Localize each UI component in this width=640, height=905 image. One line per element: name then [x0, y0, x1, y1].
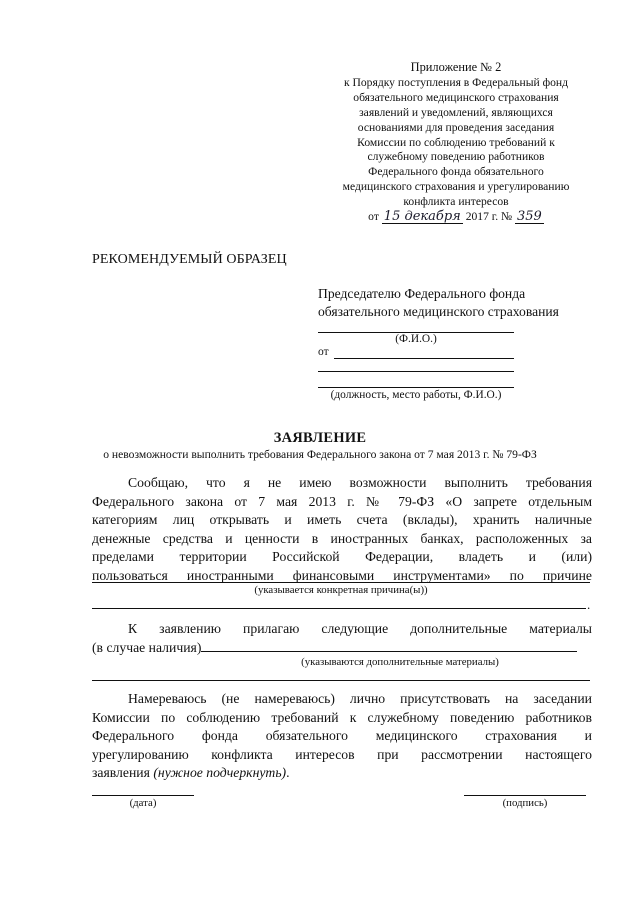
appendix-header: [328, 60, 584, 225]
fio-line: [318, 320, 514, 333]
reason-fill-line[interactable]: [92, 582, 590, 583]
appendix-title: Приложение № 2: [410, 60, 502, 74]
paragraph-line: Федерального фонда обязательного медицинского страхования и: [92, 728, 592, 744]
appendix-date-line: [328, 210, 584, 225]
paragraph-line: пользоваться иностранными финансовыми инструментами» по причине: [92, 567, 592, 583]
paragraph-statement: [92, 474, 592, 586]
appendix-line: основаниями для проведения заседания: [357, 120, 555, 134]
signature-fill-line[interactable]: [464, 795, 586, 796]
paragraph-line: Сообщаю, что я не имею возможности выполнить требования: [128, 475, 592, 490]
reason-end-dot: .: [587, 597, 591, 612]
position-caption: (должность, место работы, Ф.И.О.): [330, 389, 502, 401]
date-year: 2017 г. №: [465, 210, 513, 224]
paragraph-line: Комиссии по соблюдению требований к служебному поведению работников: [92, 709, 592, 725]
from-fill-line: [334, 358, 514, 359]
blank-line: [318, 371, 514, 372]
paragraph-line: категориям лиц открывать и иметь счета (вклады), хранить наличные: [92, 512, 592, 528]
addressee-line: Председателю Федерального фонда: [318, 286, 526, 301]
materials-fill-line[interactable]: [201, 639, 577, 652]
materials-fill-line[interactable]: [92, 680, 590, 681]
paragraph-line-with-fill: [92, 639, 592, 658]
fio-field[interactable]: [318, 320, 514, 345]
paragraph-line: К заявлению прилагаю следующие дополнительные материалы: [128, 621, 592, 636]
date-fill-line[interactable]: [92, 795, 194, 796]
appendix-line: служебному поведению работников: [367, 150, 545, 164]
fio-caption: (Ф.И.О.): [395, 333, 437, 345]
paragraph-line: Федерального закона от 7 мая 2013 г. № 79-ФЗ «О запрете отдельным: [92, 493, 592, 509]
paragraph-line: денежные средства и ценности в иностранных банках, расположенных за: [92, 530, 592, 546]
reason-caption: (указывается конкретная причина(ы)): [254, 584, 428, 596]
paragraph-end: .: [286, 765, 290, 781]
paragraph-line: пределами территории Российской Федерации, владеть и (или): [92, 549, 592, 565]
addressee-line: обязательного медицинского страхования: [318, 304, 559, 319]
paragraph-line: (в случае наличия): [92, 639, 202, 655]
paragraph-materials: [92, 620, 592, 657]
appendix-line: обязательного медицинского страхования: [353, 90, 559, 104]
appendix-line: Комиссии по соблюдению требований к: [357, 135, 555, 149]
paragraph-attendance: [92, 690, 592, 783]
from-field[interactable]: [318, 346, 514, 358]
date-caption: (дата): [129, 797, 157, 809]
blank-line: [318, 387, 514, 388]
date-prefix: от: [368, 210, 379, 224]
from-label: от: [318, 346, 329, 358]
appendix-line: медицинского страхования и урегулированию: [342, 180, 570, 194]
appendix-line: к Порядку поступления в Федеральный фонд: [343, 75, 568, 89]
paragraph-italic: (нужное подчеркнуть): [153, 765, 287, 781]
sample-label: РЕКОМЕНДУЕМЫЙ ОБРАЗЕЦ: [92, 252, 287, 267]
paragraph-line: Намереваюсь (не намереваюсь) лично присутствовать на заседании: [128, 691, 592, 706]
document-title: ЗАЯВЛЕНИЕ: [273, 430, 367, 446]
document-subtitle: о невозможности выполнить требования Федерального закона от 7 мая 2013 г. № 79-ФЗ: [103, 448, 537, 461]
addressee-block: [318, 285, 598, 321]
paragraph-last-line: [92, 764, 592, 783]
paragraph-line: урегулированию конфликта интересов при рассмотрении настоящего: [92, 746, 592, 762]
materials-caption: (указываются дополнительные материалы): [301, 656, 499, 668]
appendix-line: конфликта интересов: [403, 195, 509, 209]
handwritten-date: 15 декабря: [383, 209, 461, 225]
appendix-line: Федерального фонда обязательного: [368, 165, 544, 179]
paragraph-text: заявления: [92, 765, 154, 781]
signature-caption: (подпись): [502, 797, 548, 809]
appendix-line: заявлений и уведомлений, являющихся: [359, 105, 553, 119]
handwritten-number: 359: [517, 209, 542, 225]
reason-fill-line[interactable]: [92, 608, 586, 609]
